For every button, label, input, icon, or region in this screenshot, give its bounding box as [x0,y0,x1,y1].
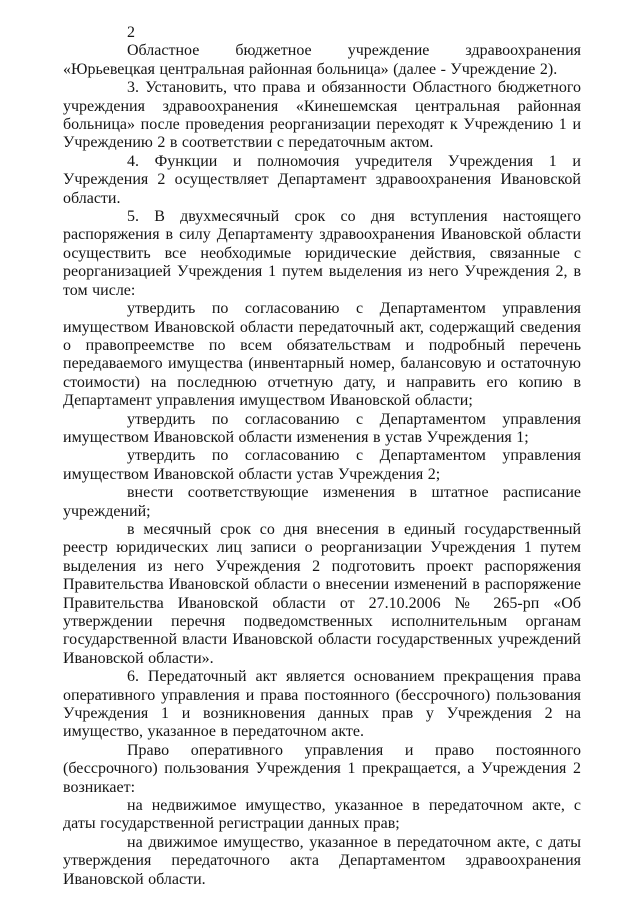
paragraph: утвердить по согласованию с Департаментом управления имуществом Ивановской области изменения в устав Учреждения 1; [63,410,581,446]
paragraph: утвердить по согласованию с Департаментом управления имуществом Ивановской области устав Учреждения 2; [63,447,581,483]
paragraph: 3. Установить, что права и обязанности Областного бюджетного учреждения здравоохранения «Кинешемская центральная районная больница» после проведения реорганизации переходят к Учреждению 1 и Учреждению 2 в соответствии с передаточным актом. [63,79,581,152]
paragraph: на недвижимое имущество, указанное в передаточном акте, с даты государственной регистрации данных прав; [63,797,581,833]
paragraph: на движимое имущество, указанное в передаточном акте, с даты утверждения передаточного акта Департаментом здравоохранения Ивановской области. [63,833,581,888]
paragraph: 6. Передаточный акт является основанием прекращения права оперативного управления и права постоянного (бессрочного) пользования Учреждения 1 и возникновения данных прав у Учреждения 2 на имущество, указанное в передаточном акте. [63,668,581,741]
paragraph: Областное бюджетное учреждение здравоохранения «Юрьевецкая центральная районная больница» (далее - Учреждение 2). [63,42,581,78]
paragraph: 5. В двухмесячный срок со дня вступления настоящего распоряжения в силу Департаменту здравоохранения Ивановской области осуществить все необходимые юридические действия, связанные с реорганизацией Учреждения 1 путем выделения из него Учреждения 2, в том числе: [63,208,581,299]
paragraph: внести соответствующие изменения в штатное расписание учреждений; [63,484,581,520]
paragraph: Право оперативного управления и право постоянного (бессрочного) пользования Учреждения 1 прекращается, а Учреждения 2 возникает: [63,741,581,796]
paragraph: утвердить по согласованию с Департаментом управления имуществом Ивановской области передаточный акт, содержащий сведения о правопреемстве по всем обязательствам и подробный перечень передаваемого имущества (инвентарный номер, балансовую и остаточную стоимости) на последнюю отчетную дату, и направить его копию в Департамент управления имуществом Ивановской области; [63,300,581,410]
page-number: 2 [127,24,135,41]
paragraph: 4. Функции и полномочия учредителя Учреждения 1 и Учреждения 2 осуществляет Департамент здравоохранения Ивановской области. [63,152,581,207]
paragraph: в месячный срок со дня внесения в единый государственный реестр юридических лиц записи о реорганизации Учреждения 1 путем выделения из него Учреждения 2 подготовить проект распоряжения Правительства Ивановской области о внесении изменений в распоряжение Правительства Ивановской области от 27.10.2006 № 265-рп «Об утверждении перечня подведомственных исполнительным органам государственной власти Ивановской области государственных учреждений Ивановской области». [63,520,581,667]
